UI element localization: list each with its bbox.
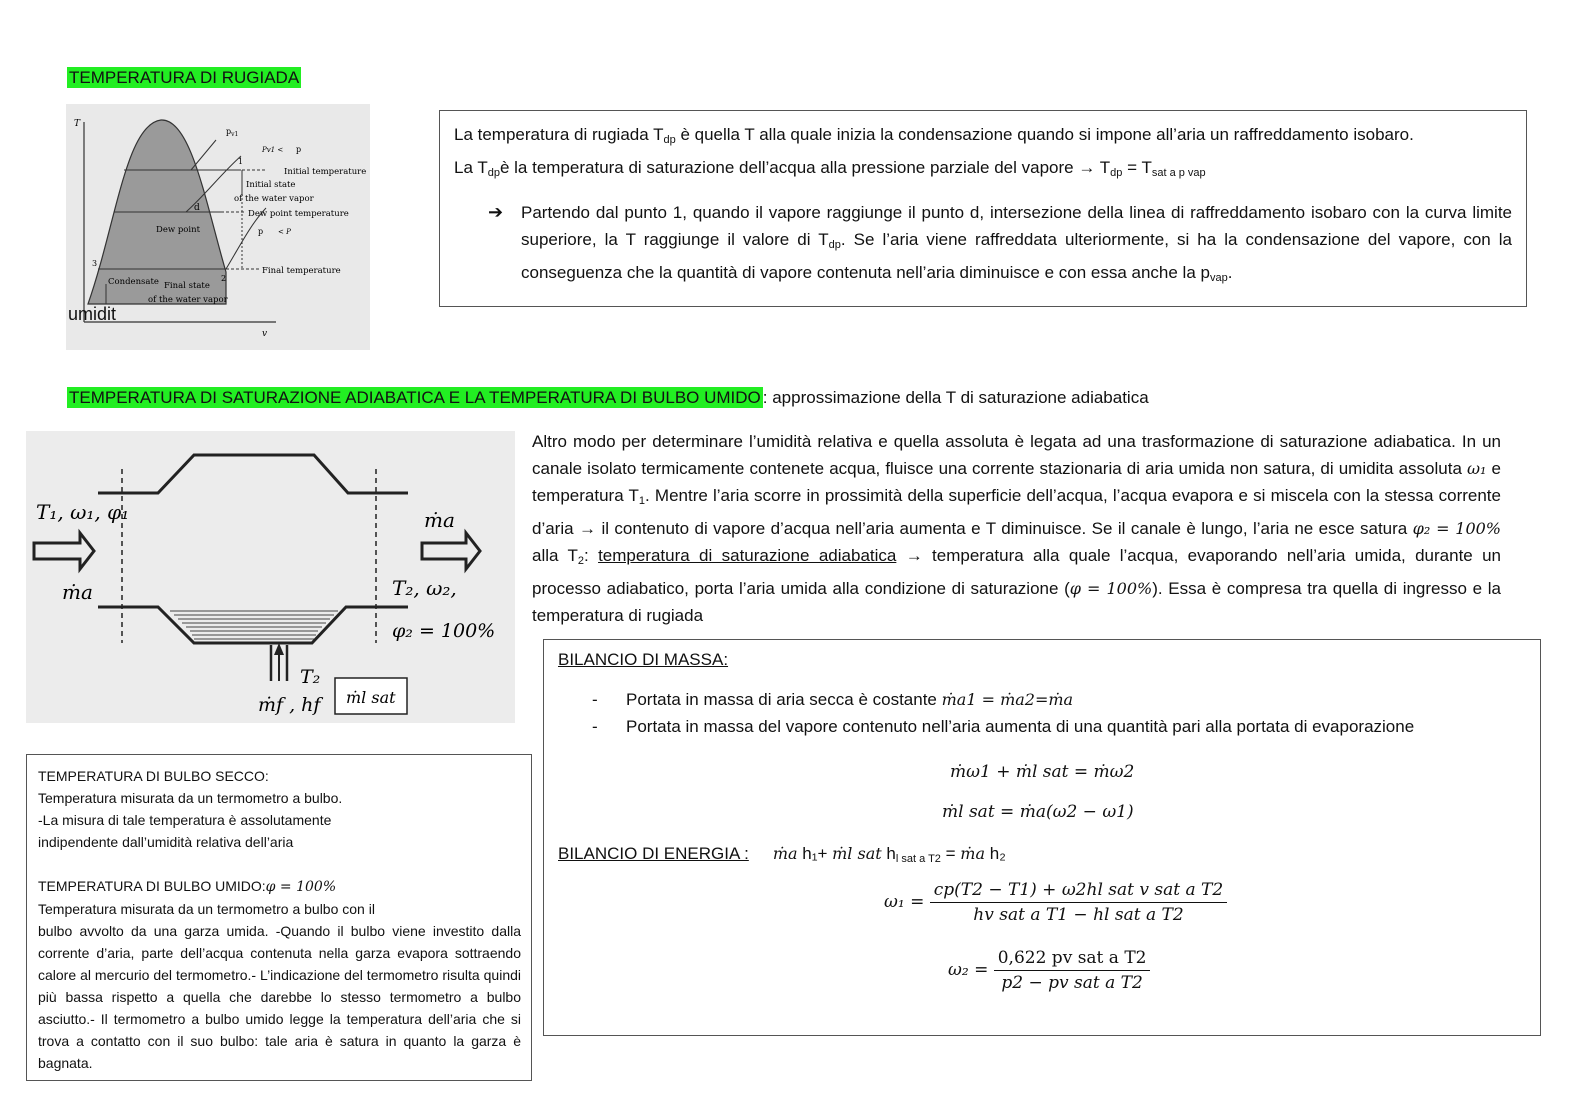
mass-balance-title: BILANCIO DI MASSA:	[558, 650, 729, 669]
water-vapor-label: of the water vapor	[234, 194, 314, 204]
energy-balance-line: BILANCIO DI ENERGIA : ṁa h₁+ ṁl sat $h_{l sat a T2}$ = ṁa h₂	[558, 844, 1006, 865]
definition-line-1: La temperatura di rugiada $T_{dp}$ è quella T alla quale inizia la condensazione quando si impone all’aria un raffreddamento isobaro.	[454, 125, 1414, 146]
adiabatic-saturation-paragraph: Altro modo per determinare l’umidità relativa e quella assoluta è legata ad una trasformazione di saturazione adiabatica. In un canale isolato termicamente contenete acqua, fluisce una corrente stazionaria di aria umida non satura, di umidita assoluta ω₁ e temperatura $T_1$. Mentre l’aria scorre in prossimità della superficie dell’acqua, l’acqua evapora e si miscela con la stessa corrente d’aria → il contenuto di vapore d’acqua nell’aria aumenta e T diminuisce. Se il canale è lungo, l’aria ne esce satura φ₂ = 100% alla $T_2$: temperatura di saturazione adiabatica → temperatura alla quale l’acqua, evaporando nell’aria umida, durante un processo adiabatico, porta l’aria umida alla condizione di saturazione (φ = 100%). Essa è compresa tra quella di ingresso e la temperatura di rugiada	[532, 432, 1502, 625]
pv2-label: p	[258, 227, 264, 236]
feed-flow-label: ṁf , hf	[258, 694, 321, 716]
mass-balance-item-2: - Portata in massa del vapore contenuto nell’aria aumenta di una quantità pari alla portata di evaporazione	[592, 717, 1415, 736]
mass-energy-balance-box	[543, 639, 1541, 1036]
outlet-phi-label: φ₂ = 100%	[392, 620, 496, 642]
wet-bulb-title: TEMPERATURA DI BULBO UMIDO:φ = 100%	[38, 878, 337, 895]
right-arrow-icon: →	[579, 519, 597, 538]
diagram-caption: umidit	[68, 304, 117, 324]
ml-sat-label: ṁl sat	[346, 688, 396, 707]
point-3-label: 3	[92, 259, 98, 268]
dew-point-temperature-label: Dew point temperature	[248, 209, 349, 219]
mass-equation-1: ṁω1 + ṁl sat = ṁω2	[950, 762, 1135, 782]
dew-point-label: Dew point	[156, 225, 200, 235]
wet-bulb-description: bulbo avvolto da una garza umida. -Quando il bulbo viene investito dalla corrente d’aria, parte dell’acqua contenuta nella garza evapora sottraendo calore al mercurio del termometro.- L’indicazione del termometro risulta quindi più bassa rispetto a quella che darebbe lo stesso termometro a bulbo asciutto.- Il termometro a bulbo umido legge la temperatura dell’aria che si trova a contatto con il suo bulbo: tale aria è satura in quanto la garza è bagnata.	[38, 923, 521, 1071]
initial-state-label: Initial state	[246, 180, 296, 190]
outlet-conditions-label: T₂, ω₂,	[392, 576, 457, 600]
mass-equation-2: ṁl sat = ṁa(ω2 − ω1)	[942, 802, 1134, 822]
inlet-conditions-label: T₁, ω₁, φ₁	[36, 500, 130, 524]
pv1-right-label: p	[296, 145, 302, 154]
point-d-label: d	[194, 203, 200, 213]
inlet-mass-flow-label: ṁa	[62, 580, 93, 604]
condensate-label: Condensate	[108, 277, 159, 287]
dew-point-definition-box	[439, 110, 1527, 307]
final-state-label: Final state	[164, 281, 210, 291]
initial-temperature-label: Initial temperature	[284, 167, 367, 177]
bulb-temperature-box: TEMPERATURA DI BULBO SECCO: Temperatura misurata da un termometro a bulbo. -La misura di tale temperatura è assolutamente indipendente dall’umidità relativa dell’aria TEMPERATURA DI BULBO UMIDO:φ = 100% Temperatura misurata da un termometro a bulbo con il bulbo avvolto da una garza umida. -Quando il bulbo viene investito dalla corrente d’aria, parte dell’acqua contenuta nella garza evapora sottraendo calore al mercurio del termometro.- L’indicazione del termometro risulta quindi più bassa rispetto a quella che darebbe lo stesso termometro a bulbo asciutto.- Il termometro a bulbo umido legge la temperatura dell’aria che si trova a contatto con il suo bulbo: tale aria è satura in quanto la garza è bagnata.	[26, 754, 532, 1081]
outlet-mass-flow-label: ṁa	[424, 508, 455, 532]
feed-temperature-label: T₂	[300, 666, 321, 688]
pv1-compare-label: Pv1 <	[262, 146, 284, 154]
omega2-equation: ω₂ = $\frac{\text{0,622 pv sat a T2}}{\text{p2 − pv sat a T2}}$	[948, 948, 1150, 993]
dry-bulb-title: TEMPERATURA DI BULBO SECCO:	[38, 768, 269, 784]
final-temperature-label: Final temperature	[262, 266, 341, 276]
mass-balance-item-1: - Portata in massa di aria secca è costante ṁa1 = ṁa2=ṁa	[592, 690, 1074, 709]
water-vapor-label-2: of the water vapor	[148, 295, 228, 305]
point-2-label: 2	[221, 274, 227, 283]
bullet-arrow-icon: ➔	[488, 202, 504, 222]
dew-point-diagram	[66, 104, 370, 350]
right-arrow-icon: →	[896, 546, 933, 565]
definition-line-2: La $T_{dp}è$ la temperatura di saturazione dell’acqua alla pressione parziale del vapore → $T_{dp} = T_{sat a p vap}$	[454, 158, 1206, 179]
heading-temperatura-rugiada: TEMPERATURA DI RUGIADA	[69, 68, 300, 87]
heading-saturazione-adiabatica: TEMPERATURA DI SATURAZIONE ADIABATICA E LA TEMPERATURA DI BULBO UMIDO : approssimazione della T di saturazione adiabatica	[69, 388, 1149, 407]
right-arrow-icon: →	[1078, 158, 1096, 177]
pv1-label: $p_{v1}$	[226, 127, 239, 138]
pv2-compare-label: < P	[278, 228, 291, 236]
point-1-label: 1	[238, 157, 244, 166]
dew-point-bullet: ➔ Partendo dal punto 1, quando il vapore raggiunge il punto d, intersezione della linea di raffreddamento isobaro con la curva limite superiore, la T raggiunge il valore di $T_{dp}$. Se l’aria viene raffreddata ulteriormente, si ha la condensazione del vapore, con la conseguenza che la quantità di vapore contenuta nell’aria diminuisce e con essa anche la $p_{vap}$.	[488, 199, 1512, 292]
axis-v-label: v	[262, 329, 268, 339]
adiabatic-saturation-diagram	[26, 431, 515, 723]
omega1-equation: ω₁ = $\frac{\text{cp(T2 − T1) + ω2hl sat v sat a T2}}{\text{hv sat a T1 − hl sat a T2}}$	[884, 880, 1227, 925]
axis-t-label: T	[74, 119, 81, 129]
